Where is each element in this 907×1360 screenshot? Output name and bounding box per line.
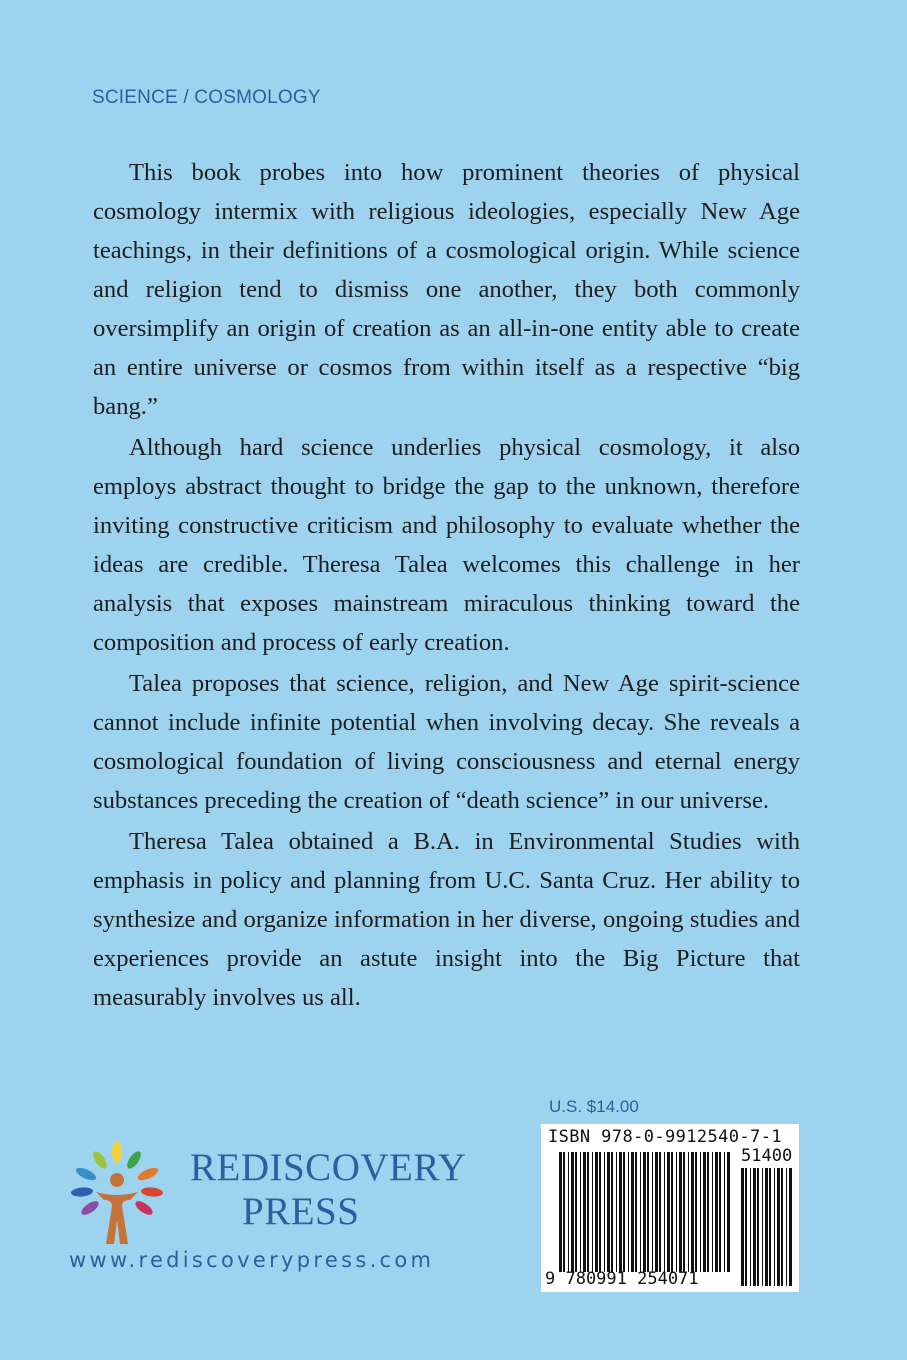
isbn-text: ISBN 978-0-9912540-7-1 <box>548 1127 782 1147</box>
ean-bar <box>611 1152 613 1272</box>
ean-bar <box>635 1152 637 1272</box>
addon-bar <box>789 1168 792 1286</box>
publisher-name-line1: REDISCOVERY <box>190 1146 467 1189</box>
ean-bar <box>695 1152 697 1272</box>
ean-bar <box>700 1152 701 1272</box>
ean-bar <box>643 1152 646 1272</box>
ean-bar <box>667 1152 670 1272</box>
publisher-website[interactable]: www.rediscoverypress.com <box>69 1248 435 1272</box>
author-bio-paragraph: Theresa Talea obtained a B.A. in Environmental Studies with emphasis in policy and planning from U.C. Santa Cruz. Her ability to synthesize and organize information in her diverse, ongoing studies and experiences provide an astute insight into the Big Picture that measurably involves us all. <box>93 828 800 1011</box>
ean-bar <box>712 1152 713 1272</box>
addon-bar <box>774 1168 775 1286</box>
ean-bar <box>691 1152 694 1272</box>
ean-bar <box>559 1152 562 1272</box>
addon-bar <box>765 1168 768 1286</box>
addon-bar <box>741 1168 744 1286</box>
addon-bar <box>762 1168 763 1286</box>
ean-bar <box>659 1152 661 1272</box>
ean-bar <box>676 1152 677 1272</box>
price-label: U.S. $14.00 <box>549 1097 639 1116</box>
ean-bar <box>683 1152 685 1272</box>
back-cover-blurb <box>93 153 800 1019</box>
addon-bar <box>745 1168 747 1286</box>
ean-bar <box>631 1152 634 1272</box>
ean-bar <box>619 1152 622 1272</box>
addon-bar <box>753 1168 756 1286</box>
ean-bar <box>580 1152 581 1272</box>
addon-bar <box>750 1168 751 1286</box>
ean-bar <box>563 1152 565 1272</box>
ean-bar <box>575 1152 577 1272</box>
ean-bar <box>607 1152 610 1272</box>
ean-bar <box>568 1152 569 1272</box>
ean-bar <box>599 1152 601 1272</box>
blurb-paragraph-3: Talea proposes that science, religion, and New Age spirit-science cannot include infinite potential when involving decay. She reveals a cosmological foundation of living consciousness and eternal energy substances preceding the creation of “death science” in our universe. <box>93 670 800 814</box>
publisher-logo-icon <box>70 1140 165 1250</box>
ean-bar <box>679 1152 682 1272</box>
ean-bar <box>703 1152 706 1272</box>
ean-bar <box>595 1152 598 1272</box>
addon-bar <box>769 1168 771 1286</box>
isbn-barcode <box>541 1124 799 1292</box>
blurb-paragraph-1: This book probes into how prominent theories of physical cosmology intermix with religious ideologies, especially New Age teachings, in their definitions of a cosmological origin. While science and religion tend to dismiss one another, they both commonly oversimplify an origin of creation as an all-in-one entity able to create an entire universe or cosmos from within itself as a respective “big bang.” <box>93 159 800 420</box>
ean-bar <box>628 1152 629 1272</box>
ean-bar <box>707 1152 709 1272</box>
ean-bar <box>727 1152 730 1272</box>
ean-bar <box>592 1152 593 1272</box>
ean-bar <box>652 1152 653 1272</box>
publisher-name <box>190 1146 466 1234</box>
ean-bar <box>571 1152 574 1272</box>
category-label: SCIENCE / COSMOLOGY <box>92 87 321 108</box>
ean-bar <box>688 1152 689 1272</box>
addon-bar <box>781 1168 783 1286</box>
ean-bar <box>647 1152 649 1272</box>
addon-bar <box>786 1168 787 1286</box>
ean-bar <box>655 1152 658 1272</box>
ean-bar <box>583 1152 586 1272</box>
ean-bar <box>664 1152 665 1272</box>
ean-bar <box>640 1152 641 1272</box>
ean-digits: 9 780991 254071 <box>545 1269 699 1289</box>
price-addon-digits: 51400 <box>741 1146 793 1166</box>
ean-bar <box>715 1152 718 1272</box>
ean-bar <box>671 1152 673 1272</box>
ean-bar <box>719 1152 721 1272</box>
ean-bar <box>623 1152 625 1272</box>
blurb-paragraph-2: Although hard science underlies physical cosmology, it also employs abstract thought to bridge the gap to the unknown, therefore inviting constructive criticism and philosophy to evaluate whether the ideas are credible. Theresa Talea welcomes this challenge in her analysis that exposes mainstream miraculous thinking toward the composition and process of early creation. <box>93 434 800 656</box>
addon-bar <box>757 1168 759 1286</box>
ean-bar <box>616 1152 617 1272</box>
ean-bar <box>604 1152 605 1272</box>
ean-bar <box>724 1152 725 1272</box>
ean-bar <box>587 1152 589 1272</box>
publisher-name-line2: PRESS <box>242 1190 360 1233</box>
addon-bar <box>777 1168 780 1286</box>
